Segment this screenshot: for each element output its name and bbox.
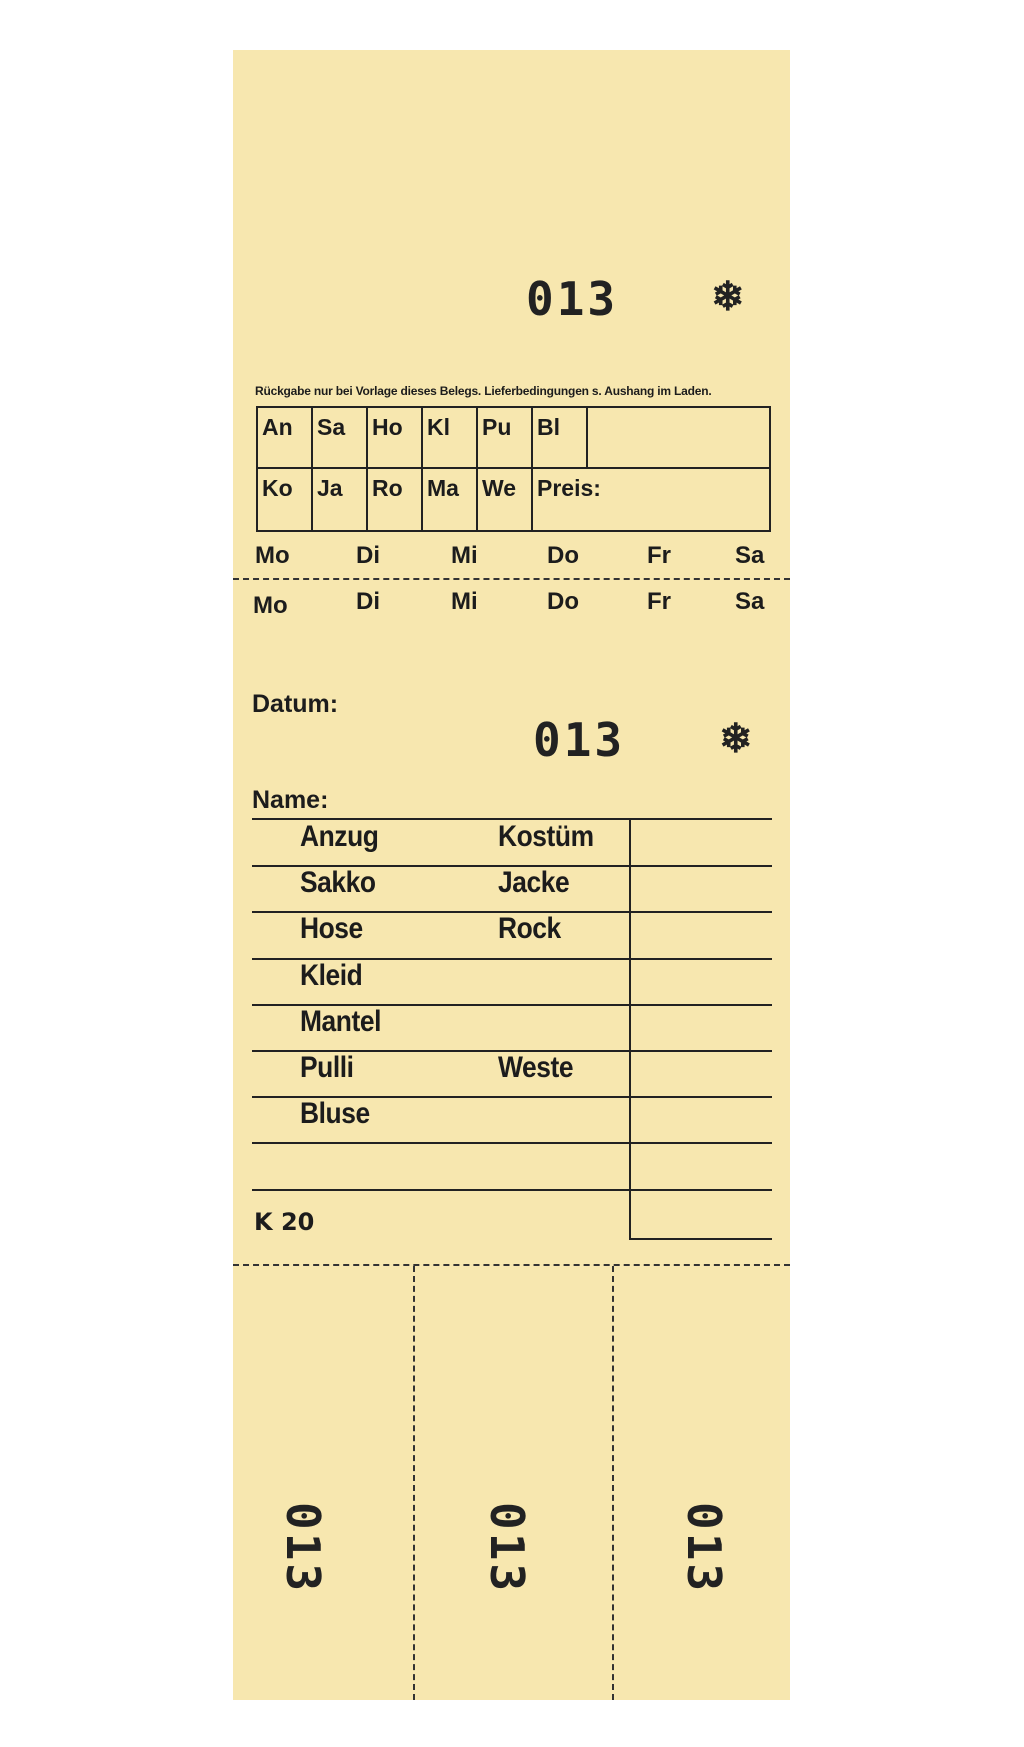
grid-cell: Pu	[478, 408, 533, 467]
grid-row-2	[258, 469, 769, 530]
form-line	[629, 1238, 772, 1240]
grid-cell: Ja	[313, 469, 368, 530]
grid-cell: Ro	[368, 469, 423, 530]
form-divider	[629, 818, 631, 1239]
day-label: Sa	[735, 542, 765, 569]
stub-number: 013	[276, 1502, 330, 1595]
day-label: Sa	[735, 588, 765, 615]
grid-cell: Kl	[423, 408, 478, 467]
grid-cell: Sa	[313, 408, 368, 467]
ticket-number-middle: 013	[533, 713, 626, 767]
laundry-ticket	[233, 50, 790, 1700]
day-label: Mo	[253, 592, 288, 619]
perforation-line	[233, 578, 790, 580]
grid-cell: We	[478, 469, 533, 530]
stub-number: 013	[677, 1502, 731, 1595]
grid-cell: Ko	[258, 469, 313, 530]
form-line	[252, 1142, 772, 1144]
garment-item: Mantel	[300, 1005, 381, 1038]
form-code: K 20	[254, 1208, 315, 1236]
garment-item: Rock	[498, 912, 561, 945]
snowflake-icon: ❄	[719, 717, 753, 761]
service-grid	[256, 406, 771, 532]
day-label: Fr	[647, 542, 671, 569]
perforation-line	[233, 1264, 790, 1266]
day-label: Di	[356, 542, 380, 569]
grid-row-1	[258, 408, 769, 469]
day-label: Mi	[451, 542, 478, 569]
garment-item: Hose	[300, 912, 363, 945]
snowflake-icon: ❄	[711, 275, 745, 319]
stub-number: 013	[480, 1502, 534, 1595]
garment-item: Anzug	[300, 820, 379, 853]
grid-cell: Ho	[368, 408, 423, 467]
grid-cell: An	[258, 408, 313, 467]
datum-label: Datum:	[252, 690, 339, 718]
day-label: Fr	[647, 588, 671, 615]
garment-item: Sakko	[300, 866, 376, 899]
day-label: Di	[356, 588, 380, 615]
form-line	[252, 1189, 772, 1191]
garment-item: Kleid	[300, 959, 363, 992]
garment-item: Jacke	[498, 866, 570, 899]
grid-cell: Ma	[423, 469, 478, 530]
day-label: Mi	[451, 588, 478, 615]
grid-cell: Bl	[533, 408, 588, 467]
stub-perforation	[612, 1266, 614, 1700]
price-cell: Preis:	[537, 475, 601, 501]
garment-item: Kostüm	[498, 820, 594, 853]
ticket-number-top: 013	[526, 272, 619, 326]
return-notice: Rückgabe nur bei Vorlage dieses Belegs. Lieferbedingungen s. Aushang im Laden.	[255, 384, 712, 398]
day-label: Mo	[255, 542, 290, 569]
stub-perforation	[413, 1266, 415, 1700]
name-label: Name:	[252, 786, 329, 814]
day-label: Do	[547, 542, 579, 569]
garment-item: Bluse	[300, 1097, 370, 1130]
garment-item: Weste	[498, 1051, 574, 1084]
day-label: Do	[547, 588, 579, 615]
garment-item: Pulli	[300, 1051, 354, 1084]
